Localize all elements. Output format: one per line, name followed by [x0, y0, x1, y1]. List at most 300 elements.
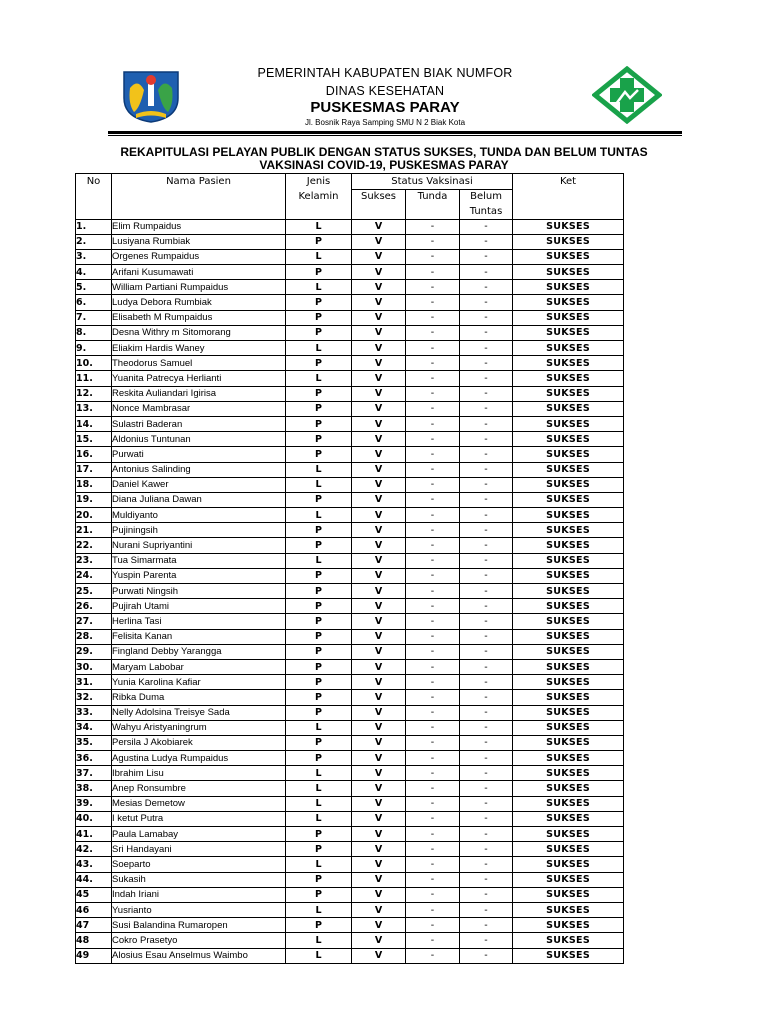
gender: P	[286, 401, 352, 416]
gender: P	[286, 310, 352, 325]
patient-name: Wahyu Aristyaningrum	[112, 720, 286, 735]
table-row	[76, 553, 624, 568]
status-delay: -	[406, 918, 460, 933]
status-success: V	[352, 341, 406, 356]
patient-name: Maryam Labobar	[112, 659, 286, 674]
row-number: 38.	[76, 781, 112, 796]
status-delay: -	[406, 887, 460, 902]
row-number: 18.	[76, 477, 112, 492]
status-success: V	[352, 720, 406, 735]
patient-name: Cokro Prasetyo	[112, 933, 286, 948]
gender: P	[286, 416, 352, 431]
row-number: 28.	[76, 629, 112, 644]
status-success: V	[352, 933, 406, 948]
status-unfinished: -	[460, 887, 513, 902]
header-no-end	[76, 204, 112, 219]
gender: P	[286, 842, 352, 857]
status-delay: -	[406, 659, 460, 674]
status-unfinished: -	[460, 401, 513, 416]
note: SUKSES	[513, 659, 624, 674]
note: SUKSES	[513, 280, 624, 295]
status-delay: -	[406, 568, 460, 583]
gender: P	[286, 690, 352, 705]
status-unfinished: -	[460, 477, 513, 492]
patient-name: Desna Withry m Sitomorang	[112, 325, 286, 340]
table-row	[76, 523, 624, 538]
status-success: V	[352, 629, 406, 644]
note: SUKSES	[513, 341, 624, 356]
table-row	[76, 659, 624, 674]
gender: L	[286, 933, 352, 948]
status-unfinished: -	[460, 416, 513, 431]
status-success: V	[352, 675, 406, 690]
status-unfinished: -	[460, 341, 513, 356]
status-delay: -	[406, 720, 460, 735]
note: SUKSES	[513, 720, 624, 735]
status-delay: -	[406, 508, 460, 523]
table-row	[76, 629, 624, 644]
status-delay: -	[406, 857, 460, 872]
header-divider-thin	[108, 135, 682, 136]
table-row	[76, 842, 624, 857]
patient-name: Nonce Mambrasar	[112, 401, 286, 416]
row-number: 44.	[76, 872, 112, 887]
status-delay: -	[406, 492, 460, 507]
status-success: V	[352, 751, 406, 766]
status-delay: -	[406, 629, 460, 644]
table-row	[76, 280, 624, 295]
patient-name: Pujiningsih	[112, 523, 286, 538]
patient-name: Anep Ronsumbre	[112, 781, 286, 796]
patient-name: Ludya Debora Rumbiak	[112, 295, 286, 310]
gender: L	[286, 477, 352, 492]
gender: L	[286, 902, 352, 917]
status-unfinished: -	[460, 735, 513, 750]
status-success: V	[352, 295, 406, 310]
status-delay: -	[406, 371, 460, 386]
gender: L	[286, 796, 352, 811]
patient-name: Agustina Ludya Rumpaidus	[112, 751, 286, 766]
note: SUKSES	[513, 644, 624, 659]
status-delay: -	[406, 401, 460, 416]
note: SUKSES	[513, 401, 624, 416]
status-delay: -	[406, 538, 460, 553]
note: SUKSES	[513, 249, 624, 264]
gender: P	[286, 386, 352, 401]
status-success: V	[352, 356, 406, 371]
patient-name: Purwati Ningsih	[112, 584, 286, 599]
header-success-end	[352, 204, 406, 219]
gender: L	[286, 811, 352, 826]
status-delay: -	[406, 614, 460, 629]
note: SUKSES	[513, 690, 624, 705]
note: SUKSES	[513, 796, 624, 811]
table-row	[76, 295, 624, 310]
status-success: V	[352, 508, 406, 523]
status-delay: -	[406, 872, 460, 887]
status-delay: -	[406, 462, 460, 477]
row-number: 41.	[76, 827, 112, 842]
header-no-cont	[76, 189, 112, 204]
table-row	[76, 599, 624, 614]
note: SUKSES	[513, 705, 624, 720]
status-unfinished: -	[460, 857, 513, 872]
patient-name: Paula Lamabay	[112, 827, 286, 842]
vaccination-recap-table	[75, 173, 624, 964]
row-number: 14.	[76, 416, 112, 431]
patient-name: Pujirah Utami	[112, 599, 286, 614]
status-delay: -	[406, 675, 460, 690]
row-number: 35.	[76, 735, 112, 750]
row-number: 36.	[76, 751, 112, 766]
row-number: 24.	[76, 568, 112, 583]
status-unfinished: -	[460, 325, 513, 340]
row-number: 27.	[76, 614, 112, 629]
patient-name: Reskita Auliandari Igirisa	[112, 386, 286, 401]
gender: P	[286, 265, 352, 280]
patient-name: Elim Rumpaidus	[112, 219, 286, 234]
row-number: 19.	[76, 492, 112, 507]
patient-name: Nelly Adolsina Treisye Sada	[112, 705, 286, 720]
status-unfinished: -	[460, 811, 513, 826]
row-number: 12.	[76, 386, 112, 401]
government-name: PEMERINTAH KABUPATEN BIAK NUMFOR	[257, 66, 513, 80]
status-unfinished: -	[460, 872, 513, 887]
status-delay: -	[406, 234, 460, 249]
patient-name: Alosius Esau Anselmus Waimbo	[112, 948, 286, 963]
status-delay: -	[406, 933, 460, 948]
note: SUKSES	[513, 462, 624, 477]
patient-name: Sulastri Baderan	[112, 416, 286, 431]
status-success: V	[352, 690, 406, 705]
row-number: 45	[76, 887, 112, 902]
gender: P	[286, 827, 352, 842]
note: SUKSES	[513, 766, 624, 781]
status-success: V	[352, 371, 406, 386]
status-delay: -	[406, 265, 460, 280]
regency-emblem-icon	[120, 68, 182, 124]
row-number: 16.	[76, 447, 112, 462]
gender: L	[286, 219, 352, 234]
patient-name: Yuanita Patrecya Herlianti	[112, 371, 286, 386]
patient-name: Nurani Supriyantini	[112, 538, 286, 553]
row-number: 33.	[76, 705, 112, 720]
status-unfinished: -	[460, 584, 513, 599]
status-success: V	[352, 857, 406, 872]
patient-name: Indah Iriani	[112, 887, 286, 902]
status-success: V	[352, 462, 406, 477]
table-row	[76, 234, 624, 249]
note: SUKSES	[513, 219, 624, 234]
table-row	[76, 918, 624, 933]
table-row	[76, 811, 624, 826]
table-row	[76, 735, 624, 750]
patient-name: Diana Juliana Dawan	[112, 492, 286, 507]
patient-name: Tua Simarmata	[112, 553, 286, 568]
table-row	[76, 584, 624, 599]
status-unfinished: -	[460, 599, 513, 614]
note: SUKSES	[513, 310, 624, 325]
gender: L	[286, 371, 352, 386]
table-row	[76, 265, 624, 280]
status-delay: -	[406, 735, 460, 750]
note: SUKSES	[513, 432, 624, 447]
patient-name: Sri Handayani	[112, 842, 286, 857]
row-number: 47	[76, 918, 112, 933]
gender: L	[286, 280, 352, 295]
header-unfinished-line1: Belum	[460, 189, 513, 204]
clinic-name: PUSKESMAS PARAY	[310, 99, 460, 116]
gender: L	[286, 508, 352, 523]
status-success: V	[352, 401, 406, 416]
status-delay: -	[406, 447, 460, 462]
status-unfinished: -	[460, 386, 513, 401]
gender: P	[286, 629, 352, 644]
header-divider-thick	[108, 131, 682, 134]
gender: P	[286, 447, 352, 462]
status-delay: -	[406, 416, 460, 431]
status-success: V	[352, 644, 406, 659]
status-success: V	[352, 614, 406, 629]
status-delay: -	[406, 310, 460, 325]
status-success: V	[352, 705, 406, 720]
status-success: V	[352, 325, 406, 340]
note: SUKSES	[513, 265, 624, 280]
status-unfinished: -	[460, 234, 513, 249]
table-row	[76, 325, 624, 340]
header-patient-name: Nama Pasien	[112, 174, 286, 190]
note: SUKSES	[513, 811, 624, 826]
note: SUKSES	[513, 538, 624, 553]
note: SUKSES	[513, 508, 624, 523]
status-delay: -	[406, 690, 460, 705]
patient-name: Lusiyana Rumbiak	[112, 234, 286, 249]
note: SUKSES	[513, 675, 624, 690]
status-unfinished: -	[460, 523, 513, 538]
header-name-cont	[112, 189, 286, 204]
status-unfinished: -	[460, 447, 513, 462]
health-office-cross-icon	[592, 66, 662, 124]
row-number: 2.	[76, 234, 112, 249]
header-note: Ket	[513, 174, 624, 190]
status-delay: -	[406, 781, 460, 796]
table-row	[76, 751, 624, 766]
row-number: 6.	[76, 295, 112, 310]
gender: P	[286, 568, 352, 583]
status-unfinished: -	[460, 508, 513, 523]
status-unfinished: -	[460, 219, 513, 234]
status-success: V	[352, 599, 406, 614]
patient-name: Sukasih	[112, 872, 286, 887]
table-row	[76, 781, 624, 796]
patient-name: Yusrianto	[112, 902, 286, 917]
gender: P	[286, 295, 352, 310]
status-success: V	[352, 249, 406, 264]
table-row	[76, 219, 624, 234]
table-row	[76, 933, 624, 948]
status-delay: -	[406, 811, 460, 826]
row-number: 29.	[76, 644, 112, 659]
note: SUKSES	[513, 553, 624, 568]
status-success: V	[352, 432, 406, 447]
row-number: 1.	[76, 219, 112, 234]
row-number: 37.	[76, 766, 112, 781]
note: SUKSES	[513, 234, 624, 249]
row-number: 23.	[76, 553, 112, 568]
row-number: 4.	[76, 265, 112, 280]
header-delay-end	[406, 204, 460, 219]
status-unfinished: -	[460, 918, 513, 933]
table-row	[76, 705, 624, 720]
row-number: 34.	[76, 720, 112, 735]
department-name: DINAS KESEHATAN	[325, 84, 445, 98]
report-title-line1: REKAPITULASI PELAYAN PUBLIK DENGAN STATUS SUKSES, TUNDA DAN BELUM TUNTAS	[120, 145, 648, 159]
status-delay: -	[406, 280, 460, 295]
patient-name: Persila J Akobiarek	[112, 735, 286, 750]
table-row	[76, 341, 624, 356]
table-row	[76, 614, 624, 629]
table-row	[76, 796, 624, 811]
note: SUKSES	[513, 356, 624, 371]
patient-name: Theodorus Samuel	[112, 356, 286, 371]
status-success: V	[352, 766, 406, 781]
status-delay: -	[406, 948, 460, 963]
gender: P	[286, 492, 352, 507]
header-gender-line2: Kelamin	[286, 189, 352, 204]
patient-name: Aldonius Tuntunan	[112, 432, 286, 447]
status-delay: -	[406, 766, 460, 781]
patient-name: Ribka Duma	[112, 690, 286, 705]
note: SUKSES	[513, 872, 624, 887]
patient-name: Purwati	[112, 447, 286, 462]
table-row	[76, 508, 624, 523]
note: SUKSES	[513, 735, 624, 750]
row-number: 48	[76, 933, 112, 948]
status-success: V	[352, 553, 406, 568]
row-number: 22.	[76, 538, 112, 553]
note: SUKSES	[513, 523, 624, 538]
status-delay: -	[406, 705, 460, 720]
status-success: V	[352, 492, 406, 507]
status-unfinished: -	[460, 462, 513, 477]
note: SUKSES	[513, 371, 624, 386]
table-row	[76, 432, 624, 447]
status-delay: -	[406, 751, 460, 766]
table-row	[76, 462, 624, 477]
table-row	[76, 766, 624, 781]
patient-name: Ibrahim Lisu	[112, 766, 286, 781]
status-unfinished: -	[460, 492, 513, 507]
header-unfinished-line2: Tuntas	[460, 204, 513, 219]
status-delay: -	[406, 295, 460, 310]
status-success: V	[352, 310, 406, 325]
note: SUKSES	[513, 492, 624, 507]
header-gender-line1: Jenis	[286, 174, 352, 190]
status-unfinished: -	[460, 948, 513, 963]
gender: P	[286, 538, 352, 553]
table-row	[76, 447, 624, 462]
row-number: 3.	[76, 249, 112, 264]
status-unfinished: -	[460, 538, 513, 553]
table-row	[76, 386, 624, 401]
clinic-address: Jl. Bosnik Raya Samping SMU N 2 Biak Kota	[304, 118, 466, 127]
status-success: V	[352, 872, 406, 887]
gender: P	[286, 432, 352, 447]
status-success: V	[352, 811, 406, 826]
row-number: 20.	[76, 508, 112, 523]
patient-name: Arifani Kusumawati	[112, 265, 286, 280]
table-row	[76, 492, 624, 507]
status-unfinished: -	[460, 553, 513, 568]
status-delay: -	[406, 644, 460, 659]
note: SUKSES	[513, 447, 624, 462]
status-delay: -	[406, 842, 460, 857]
header-vaccination-status: Status Vaksinasi	[352, 174, 513, 190]
row-number: 7.	[76, 310, 112, 325]
patient-name: Antonius Salinding	[112, 462, 286, 477]
status-unfinished: -	[460, 690, 513, 705]
table-row	[76, 857, 624, 872]
note: SUKSES	[513, 781, 624, 796]
patient-name: Yunia Karolina Kafiar	[112, 675, 286, 690]
note: SUKSES	[513, 386, 624, 401]
patient-name: Fingland Debby Yarangga	[112, 644, 286, 659]
header-delay: Tunda	[406, 189, 460, 204]
status-unfinished: -	[460, 629, 513, 644]
note: SUKSES	[513, 584, 624, 599]
gender: L	[286, 766, 352, 781]
gender: P	[286, 705, 352, 720]
status-delay: -	[406, 827, 460, 842]
patient-name: Elisabeth M Rumpaidus	[112, 310, 286, 325]
status-success: V	[352, 447, 406, 462]
status-delay: -	[406, 386, 460, 401]
table-row	[76, 675, 624, 690]
table-row	[76, 538, 624, 553]
status-unfinished: -	[460, 705, 513, 720]
row-number: 9.	[76, 341, 112, 356]
row-number: 49	[76, 948, 112, 963]
table-row	[76, 356, 624, 371]
header-success: Sukses	[352, 189, 406, 204]
note: SUKSES	[513, 477, 624, 492]
status-success: V	[352, 781, 406, 796]
status-success: V	[352, 386, 406, 401]
note: SUKSES	[513, 599, 624, 614]
note: SUKSES	[513, 902, 624, 917]
patient-name: Mesias Demetow	[112, 796, 286, 811]
status-unfinished: -	[460, 356, 513, 371]
status-success: V	[352, 842, 406, 857]
status-delay: -	[406, 219, 460, 234]
status-success: V	[352, 584, 406, 599]
gender: P	[286, 356, 352, 371]
status-unfinished: -	[460, 295, 513, 310]
status-unfinished: -	[460, 371, 513, 386]
gender: P	[286, 735, 352, 750]
table-row	[76, 644, 624, 659]
gender: L	[286, 462, 352, 477]
note: SUKSES	[513, 827, 624, 842]
gender: P	[286, 659, 352, 674]
status-unfinished: -	[460, 614, 513, 629]
header-note-cont	[513, 189, 624, 204]
status-unfinished: -	[460, 568, 513, 583]
status-delay: -	[406, 599, 460, 614]
gender: L	[286, 857, 352, 872]
note: SUKSES	[513, 887, 624, 902]
status-success: V	[352, 659, 406, 674]
